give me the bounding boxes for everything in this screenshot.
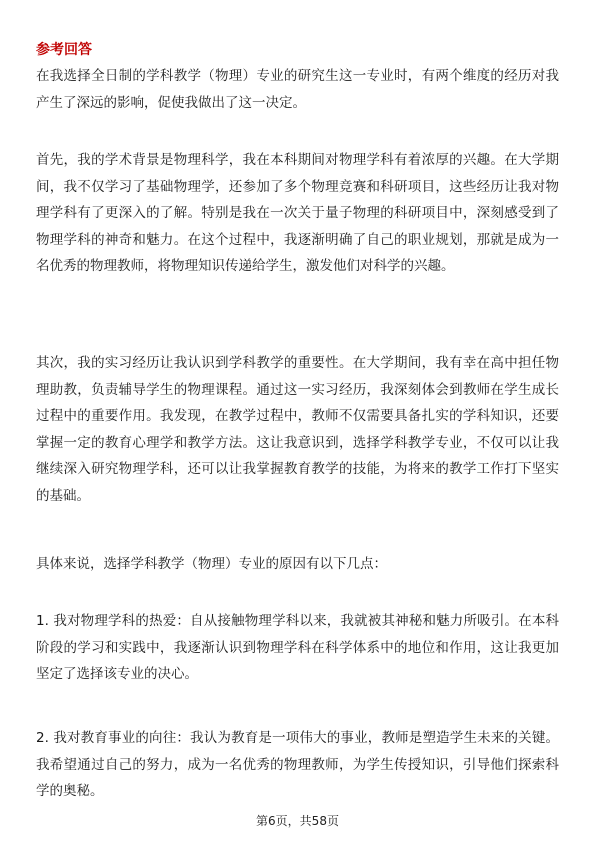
answer-heading: 参考回答	[36, 42, 92, 58]
paragraph-academic-background: 首先，我的学术背景是物理科学，我在本科期间对物理学科有着浓厚的兴趣。在大学期间，我不仅学习了基础物理学，还参加了多个物理竞赛和科研项目，这些经历让我对物理学科有了更深入的了解。特别是我在一次关于量子物理的科研项目中，深刻感受到了物理学科的神奇和魅力。在这个过程中，我逐渐明确了自己的职业规划，那就是成为一名优秀的物理教师，将物理知识传递给学生，激发他们对科学的兴趣。	[36, 152, 559, 274]
page-number-footer: 第6页，共58页	[256, 814, 339, 828]
paragraph-reasons-lead: 具体来说，选择学科教学（物理）专业的原因有以下几点：	[36, 556, 387, 572]
paragraph-reason-1: 1. 我对物理学科的热爱：自从接触物理学科以来，我就被其神秘和魅力所吸引。在本科阶段的学习和实践中，我逐渐认识到物理学科在科学体系中的地位和作用，这让我更加坚定了选择该专业的决心。	[36, 613, 559, 682]
paragraph-reason-2: 2. 我对教育事业的向往：我认为教育是一项伟大的事业，教师是塑造学生未来的关键。我希望通过自己的努力，成为一名优秀的物理教师，为学生传授知识，引导他们探索科学的奥秘。	[36, 730, 559, 799]
paragraph-internship: 其次，我的实习经历让我认识到学科教学的重要性。在大学期间，我有幸在高中担任物理助教，负责辅导学生的物理课程。通过这一实习经历，我深刻体会到教师在学生成长过程中的重要作用。我发现，在教学过程中，教师不仅需要具备扎实的学科知识，还要掌握一定的教育心理学和教学方法。这让我意识到，选择学科教学专业，不仅可以让我继续深入研究物理学科，还可以让我掌握教育教学的技能，为将来的教学工作打下坚实的基础。	[36, 355, 559, 504]
paragraph-intro: 在我选择全日制的学科教学（物理）专业的研究生这一专业时，有两个维度的经历对我产生了深远的影响，促使我做出了这一决定。	[36, 68, 559, 111]
